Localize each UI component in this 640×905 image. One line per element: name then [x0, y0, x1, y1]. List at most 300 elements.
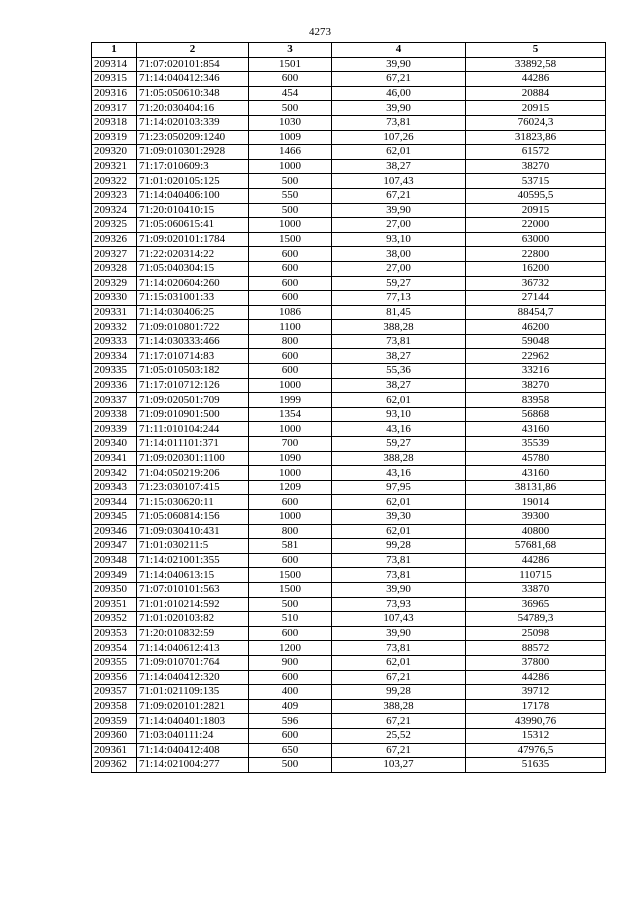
cell-id: 209358 [92, 699, 137, 714]
cell-col4: 73,81 [332, 553, 466, 568]
cell-code: 71:09:020301:1100 [137, 451, 249, 466]
cell-col3: 600 [249, 72, 332, 87]
cell-id: 209314 [92, 57, 137, 72]
table-body [92, 57, 606, 772]
cell-code: 71:14:040412:408 [137, 743, 249, 758]
table-row [92, 553, 606, 568]
cell-id: 209335 [92, 364, 137, 379]
cell-col4: 103,27 [332, 758, 466, 773]
cell-col4: 39,30 [332, 510, 466, 525]
cell-col3: 1000 [249, 422, 332, 437]
table-row [92, 714, 606, 729]
cell-col5: 43160 [466, 466, 606, 481]
cell-col3: 500 [249, 101, 332, 116]
cell-col3: 1501 [249, 57, 332, 72]
cell-col5: 39712 [466, 685, 606, 700]
cell-col4: 62,01 [332, 524, 466, 539]
table-row [92, 159, 606, 174]
cell-col3: 1200 [249, 641, 332, 656]
cell-code: 71:01:021109:135 [137, 685, 249, 700]
cell-col3: 650 [249, 743, 332, 758]
table-row [92, 743, 606, 758]
cell-col5: 20884 [466, 86, 606, 101]
cell-id: 209360 [92, 728, 137, 743]
cell-col4: 46,00 [332, 86, 466, 101]
cell-id: 209332 [92, 320, 137, 335]
cell-col5: 57681,68 [466, 539, 606, 554]
cell-col3: 1000 [249, 378, 332, 393]
cell-col4: 73,93 [332, 597, 466, 612]
cell-code: 71:14:020604:260 [137, 276, 249, 291]
table-row [92, 612, 606, 627]
cell-col3: 900 [249, 655, 332, 670]
cell-code: 71:05:010503:182 [137, 364, 249, 379]
cell-id: 209321 [92, 159, 137, 174]
cell-col3: 500 [249, 203, 332, 218]
cell-id: 209315 [92, 72, 137, 87]
cell-id: 209346 [92, 524, 137, 539]
cell-col5: 35539 [466, 437, 606, 452]
cell-col3: 1999 [249, 393, 332, 408]
cell-col5: 33216 [466, 364, 606, 379]
cell-code: 71:14:040613:15 [137, 568, 249, 583]
cell-code: 71:09:020101:2821 [137, 699, 249, 714]
cell-col5: 15312 [466, 728, 606, 743]
cell-id: 209344 [92, 495, 137, 510]
table-row [92, 57, 606, 72]
cell-code: 71:14:011101:371 [137, 437, 249, 452]
table-row [92, 232, 606, 247]
cell-col3: 600 [249, 495, 332, 510]
table-row [92, 130, 606, 145]
cell-id: 209323 [92, 188, 137, 203]
cell-col3: 550 [249, 188, 332, 203]
table-row [92, 174, 606, 189]
cell-col4: 62,01 [332, 495, 466, 510]
cell-col3: 1100 [249, 320, 332, 335]
cell-col5: 22000 [466, 218, 606, 233]
table-row [92, 641, 606, 656]
cell-col4: 67,21 [332, 188, 466, 203]
cell-id: 209322 [92, 174, 137, 189]
cell-col4: 73,81 [332, 568, 466, 583]
cell-code: 71:01:020103:82 [137, 612, 249, 627]
table-row [92, 568, 606, 583]
cell-code: 71:14:040412:320 [137, 670, 249, 685]
cell-col4: 43,16 [332, 466, 466, 481]
cell-code: 71:09:010701:764 [137, 655, 249, 670]
cell-code: 71:09:020101:1784 [137, 232, 249, 247]
cell-col4: 39,90 [332, 582, 466, 597]
cell-code: 71:01:030211:5 [137, 539, 249, 554]
cell-id: 209316 [92, 86, 137, 101]
cell-col5: 40800 [466, 524, 606, 539]
cell-col4: 59,27 [332, 437, 466, 452]
cell-col5: 54789,3 [466, 612, 606, 627]
cell-id: 209327 [92, 247, 137, 262]
cell-col5: 43160 [466, 422, 606, 437]
table-row [92, 655, 606, 670]
cell-col5: 31823,86 [466, 130, 606, 145]
cell-code: 71:23:050209:1240 [137, 130, 249, 145]
cell-col4: 107,43 [332, 174, 466, 189]
cell-code: 71:20:010410:15 [137, 203, 249, 218]
cell-col3: 409 [249, 699, 332, 714]
cell-code: 71:14:040401:1803 [137, 714, 249, 729]
cell-col5: 110715 [466, 568, 606, 583]
cell-col5: 33870 [466, 582, 606, 597]
cell-col5: 44286 [466, 72, 606, 87]
cell-col5: 43990,76 [466, 714, 606, 729]
cell-code: 71:14:021001:355 [137, 553, 249, 568]
cell-col3: 1500 [249, 568, 332, 583]
table-row [92, 188, 606, 203]
cell-col5: 46200 [466, 320, 606, 335]
cell-col3: 1000 [249, 510, 332, 525]
cell-id: 209345 [92, 510, 137, 525]
cell-col3: 1000 [249, 218, 332, 233]
cell-col4: 388,28 [332, 699, 466, 714]
cell-id: 209317 [92, 101, 137, 116]
cell-col4: 25,52 [332, 728, 466, 743]
cell-col3: 700 [249, 437, 332, 452]
cell-col5: 56868 [466, 407, 606, 422]
cell-id: 209352 [92, 612, 137, 627]
cell-col3: 510 [249, 612, 332, 627]
cell-code: 71:14:040406:100 [137, 188, 249, 203]
table-row [92, 276, 606, 291]
cell-code: 71:17:010609:3 [137, 159, 249, 174]
table-row [92, 115, 606, 130]
cell-code: 71:01:020105:125 [137, 174, 249, 189]
cell-col4: 107,43 [332, 612, 466, 627]
table-row [92, 364, 606, 379]
cell-code: 71:17:010714:83 [137, 349, 249, 364]
cell-code: 71:09:010801:722 [137, 320, 249, 335]
cell-code: 71:14:021004:277 [137, 758, 249, 773]
cell-col3: 1090 [249, 451, 332, 466]
cell-id: 209330 [92, 291, 137, 306]
cell-col5: 33892,58 [466, 57, 606, 72]
table-row [92, 582, 606, 597]
cell-col5: 88572 [466, 641, 606, 656]
cell-col4: 59,27 [332, 276, 466, 291]
cell-col3: 800 [249, 334, 332, 349]
cell-code: 71:14:020103:339 [137, 115, 249, 130]
cell-id: 209348 [92, 553, 137, 568]
cell-id: 209351 [92, 597, 137, 612]
cell-col3: 1500 [249, 232, 332, 247]
cell-col4: 62,01 [332, 145, 466, 160]
table-header [92, 43, 606, 58]
cell-id: 209326 [92, 232, 137, 247]
cell-col5: 83958 [466, 393, 606, 408]
cell-col4: 38,27 [332, 378, 466, 393]
table-row [92, 261, 606, 276]
cell-col3: 500 [249, 174, 332, 189]
cell-col4: 67,21 [332, 72, 466, 87]
table-row [92, 305, 606, 320]
cell-code: 71:09:010901:500 [137, 407, 249, 422]
cell-col3: 596 [249, 714, 332, 729]
cell-col4: 39,90 [332, 626, 466, 641]
cell-col5: 22962 [466, 349, 606, 364]
table-row [92, 480, 606, 495]
cell-col4: 73,81 [332, 115, 466, 130]
table-row [92, 101, 606, 116]
cell-col3: 600 [249, 670, 332, 685]
table-row [92, 626, 606, 641]
cell-col4: 99,28 [332, 685, 466, 700]
cell-code: 71:15:030620:11 [137, 495, 249, 510]
cell-col3: 500 [249, 758, 332, 773]
table-row [92, 422, 606, 437]
cell-code: 71:15:031001:33 [137, 291, 249, 306]
cell-id: 209350 [92, 582, 137, 597]
cell-col5: 19014 [466, 495, 606, 510]
cell-col4: 27,00 [332, 261, 466, 276]
cell-col4: 107,26 [332, 130, 466, 145]
cell-code: 71:20:030404:16 [137, 101, 249, 116]
cell-id: 209329 [92, 276, 137, 291]
cell-code: 71:17:010712:126 [137, 378, 249, 393]
cell-col5: 59048 [466, 334, 606, 349]
cell-col4: 27,00 [332, 218, 466, 233]
cell-col5: 37800 [466, 655, 606, 670]
cell-code: 71:05:060814:156 [137, 510, 249, 525]
cell-code: 71:07:020101:854 [137, 57, 249, 72]
table-row [92, 451, 606, 466]
table-row [92, 466, 606, 481]
cell-col3: 1354 [249, 407, 332, 422]
cell-col4: 97,95 [332, 480, 466, 495]
cell-id: 209339 [92, 422, 137, 437]
cell-id: 209340 [92, 437, 137, 452]
cell-code: 71:05:050610:348 [137, 86, 249, 101]
table-row [92, 349, 606, 364]
header-cell-2: 2 [137, 43, 249, 58]
cell-id: 209341 [92, 451, 137, 466]
cell-col3: 600 [249, 728, 332, 743]
cell-col5: 51635 [466, 758, 606, 773]
cell-col5: 44286 [466, 670, 606, 685]
cell-id: 209362 [92, 758, 137, 773]
cell-col5: 88454,7 [466, 305, 606, 320]
cell-col5: 63000 [466, 232, 606, 247]
cell-col5: 40595,5 [466, 188, 606, 203]
cell-col5: 53715 [466, 174, 606, 189]
table-row [92, 685, 606, 700]
cell-id: 209324 [92, 203, 137, 218]
cell-col5: 38270 [466, 159, 606, 174]
cell-col5: 76024,3 [466, 115, 606, 130]
cell-id: 209320 [92, 145, 137, 160]
table-row [92, 291, 606, 306]
cell-col5: 39300 [466, 510, 606, 525]
cell-id: 209357 [92, 685, 137, 700]
cell-col3: 600 [249, 291, 332, 306]
table-row [92, 524, 606, 539]
cell-col5: 47976,5 [466, 743, 606, 758]
cell-col4: 388,28 [332, 320, 466, 335]
table-row [92, 145, 606, 160]
cell-code: 71:22:020314:22 [137, 247, 249, 262]
cell-col3: 1500 [249, 582, 332, 597]
cell-id: 209342 [92, 466, 137, 481]
table-row [92, 510, 606, 525]
cell-col4: 67,21 [332, 714, 466, 729]
cell-id: 209336 [92, 378, 137, 393]
table-row [92, 597, 606, 612]
cell-col4: 67,21 [332, 743, 466, 758]
header-row [92, 43, 606, 58]
table-row [92, 728, 606, 743]
cell-code: 71:05:040304:15 [137, 261, 249, 276]
table-row [92, 378, 606, 393]
cell-col3: 600 [249, 626, 332, 641]
cell-col3: 500 [249, 597, 332, 612]
cell-code: 71:03:040111:24 [137, 728, 249, 743]
cell-col5: 27144 [466, 291, 606, 306]
cell-col4: 67,21 [332, 670, 466, 685]
cell-col3: 454 [249, 86, 332, 101]
cell-col5: 38270 [466, 378, 606, 393]
cell-col5: 38131,86 [466, 480, 606, 495]
table-row [92, 539, 606, 554]
table-row [92, 758, 606, 773]
cell-code: 71:14:040612:413 [137, 641, 249, 656]
cell-col3: 1466 [249, 145, 332, 160]
table-row [92, 699, 606, 714]
cell-col4: 39,90 [332, 203, 466, 218]
cell-col3: 400 [249, 685, 332, 700]
cell-col3: 1209 [249, 480, 332, 495]
cell-col4: 62,01 [332, 393, 466, 408]
cell-col3: 600 [249, 276, 332, 291]
cell-col5: 20915 [466, 203, 606, 218]
cell-code: 71:14:030406:25 [137, 305, 249, 320]
cell-col3: 600 [249, 553, 332, 568]
cell-code: 71:23:030107:415 [137, 480, 249, 495]
cell-col4: 38,00 [332, 247, 466, 262]
cell-id: 209328 [92, 261, 137, 276]
cell-id: 209333 [92, 334, 137, 349]
cell-col4: 99,28 [332, 539, 466, 554]
cell-col4: 73,81 [332, 334, 466, 349]
header-cell-1: 1 [92, 43, 137, 58]
header-cell-4: 4 [332, 43, 466, 58]
cell-code: 71:14:030333:466 [137, 334, 249, 349]
cell-col3: 1086 [249, 305, 332, 320]
cell-col4: 93,10 [332, 407, 466, 422]
cell-col5: 61572 [466, 145, 606, 160]
cell-col5: 25098 [466, 626, 606, 641]
cell-col5: 17178 [466, 699, 606, 714]
cell-id: 209318 [92, 115, 137, 130]
cell-col4: 38,27 [332, 349, 466, 364]
cell-col4: 62,01 [332, 655, 466, 670]
cell-code: 71:14:040412:346 [137, 72, 249, 87]
cell-id: 209355 [92, 655, 137, 670]
cell-col5: 45780 [466, 451, 606, 466]
table-row [92, 393, 606, 408]
cell-col3: 1000 [249, 466, 332, 481]
cell-id: 209347 [92, 539, 137, 554]
page-number: 4273 [309, 26, 331, 38]
cell-id: 209343 [92, 480, 137, 495]
cell-col5: 44286 [466, 553, 606, 568]
table-row [92, 407, 606, 422]
header-cell-3: 3 [249, 43, 332, 58]
cell-code: 71:11:010104:244 [137, 422, 249, 437]
cell-col4: 39,90 [332, 57, 466, 72]
cell-col3: 600 [249, 261, 332, 276]
cell-col3: 600 [249, 364, 332, 379]
data-table [91, 42, 606, 773]
cell-col5: 22800 [466, 247, 606, 262]
cell-id: 209359 [92, 714, 137, 729]
cell-id: 209338 [92, 407, 137, 422]
cell-col3: 1009 [249, 130, 332, 145]
cell-col4: 81,45 [332, 305, 466, 320]
header-cell-5: 5 [466, 43, 606, 58]
cell-col4: 55,36 [332, 364, 466, 379]
cell-id: 209353 [92, 626, 137, 641]
cell-code: 71:07:010101:563 [137, 582, 249, 597]
cell-col5: 36965 [466, 597, 606, 612]
table-row [92, 334, 606, 349]
cell-col3: 600 [249, 349, 332, 364]
cell-id: 209325 [92, 218, 137, 233]
cell-code: 71:20:010832:59 [137, 626, 249, 641]
cell-id: 209354 [92, 641, 137, 656]
table-row [92, 670, 606, 685]
cell-code: 71:09:010301:2928 [137, 145, 249, 160]
cell-id: 209319 [92, 130, 137, 145]
cell-col4: 388,28 [332, 451, 466, 466]
cell-col3: 600 [249, 247, 332, 262]
cell-col4: 77,13 [332, 291, 466, 306]
cell-col3: 1030 [249, 115, 332, 130]
cell-code: 71:09:030410:431 [137, 524, 249, 539]
cell-col5: 20915 [466, 101, 606, 116]
cell-code: 71:01:010214:592 [137, 597, 249, 612]
cell-col5: 16200 [466, 261, 606, 276]
cell-col4: 38,27 [332, 159, 466, 174]
cell-code: 71:04:050219:206 [137, 466, 249, 481]
table-row [92, 218, 606, 233]
cell-id: 209356 [92, 670, 137, 685]
cell-id: 209337 [92, 393, 137, 408]
table-row [92, 247, 606, 262]
table-row [92, 203, 606, 218]
cell-id: 209349 [92, 568, 137, 583]
cell-id: 209331 [92, 305, 137, 320]
cell-id: 209361 [92, 743, 137, 758]
cell-col3: 800 [249, 524, 332, 539]
cell-col4: 93,10 [332, 232, 466, 247]
cell-col3: 1000 [249, 159, 332, 174]
cell-col3: 581 [249, 539, 332, 554]
table-row [92, 437, 606, 452]
table-row [92, 72, 606, 87]
cell-code: 71:05:060615:41 [137, 218, 249, 233]
cell-code: 71:09:020501:709 [137, 393, 249, 408]
table-row [92, 320, 606, 335]
cell-col5: 36732 [466, 276, 606, 291]
table-row [92, 495, 606, 510]
cell-col4: 39,90 [332, 101, 466, 116]
